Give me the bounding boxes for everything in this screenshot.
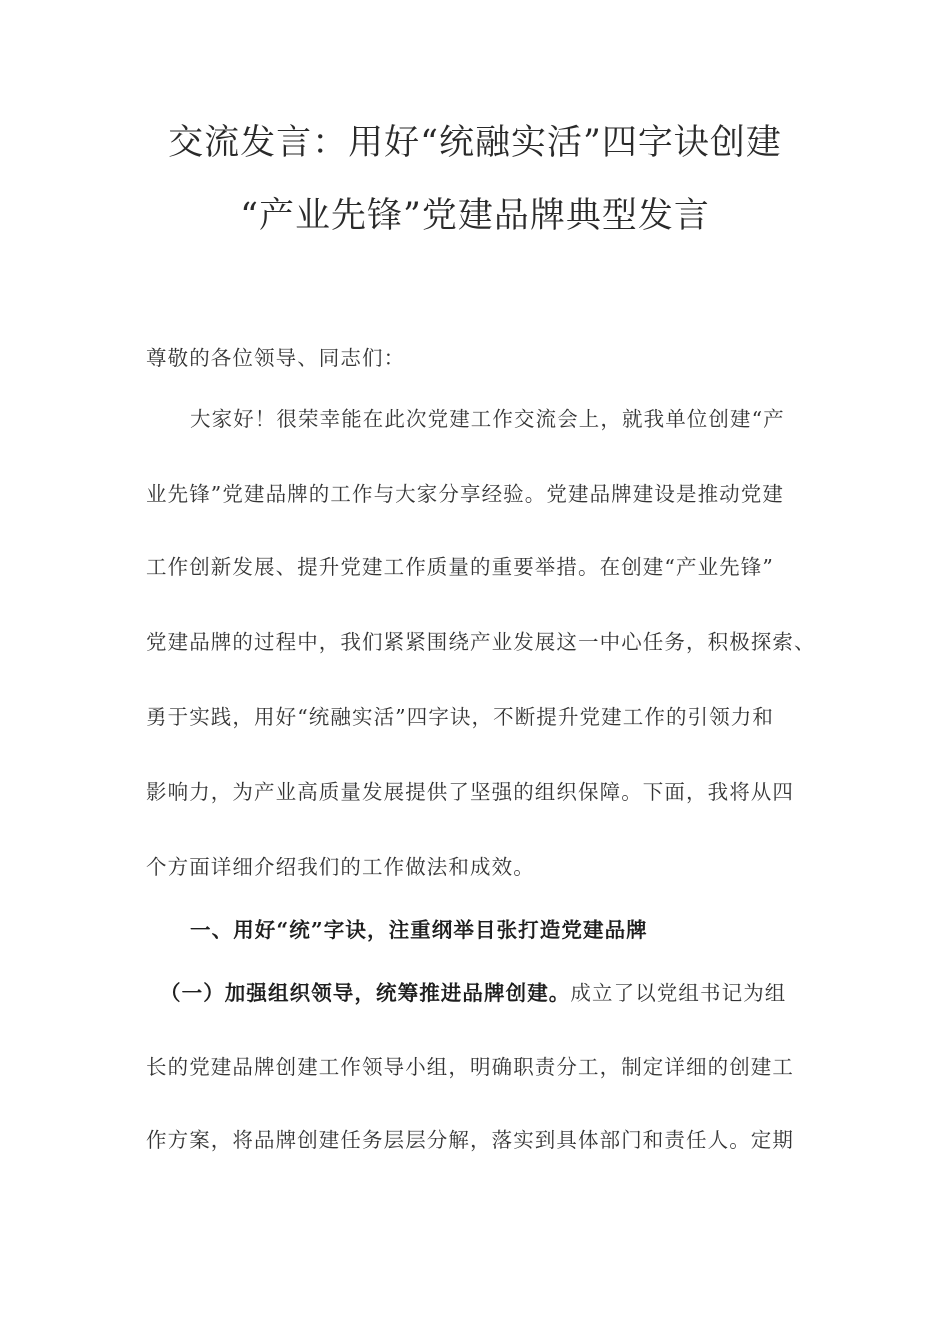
subsection-lead-text: 成立了以党组书记为组 xyxy=(570,981,787,1005)
intro-line-4: 党建品牌的过程中，我们紧紧围绕产业发展这一中心任务，积极探索、 xyxy=(146,630,816,654)
subsection-heading: （一）加强组织领导，统筹推进品牌创建。 xyxy=(160,981,571,1005)
intro-line-6: 影响力，为产业高质量发展提供了坚强的组织保障。下面，我将从四 xyxy=(146,780,794,804)
intro-line-5: 勇于实践，用好“统融实活”四字诀，不断提升党建工作的引领力和 xyxy=(146,705,774,729)
subsection-line-3: 作方案，将品牌创建任务层层分解，落实到具体部门和责任人。定期 xyxy=(146,1128,794,1152)
intro-line-7: 个方面详细介绍我们的工作做法和成效。 xyxy=(146,855,535,879)
subsection-line-2: 长的党建品牌创建工作领导小组，明确职责分工，制定详细的创建工 xyxy=(146,1055,794,1079)
intro-line-2: 业先锋”党建品牌的工作与大家分享经验。党建品牌建设是推动党建 xyxy=(146,482,784,506)
salutation: 尊敬的各位领导、同志们： xyxy=(146,346,406,370)
intro-line-1: 大家好！很荣幸能在此次党建工作交流会上，就我单位创建“产 xyxy=(190,407,785,431)
document-title-line-1: 交流发言：用好“统融实活”四字诀创建 xyxy=(168,123,782,163)
document-title-line-2: “产业先锋”党建品牌典型发言 xyxy=(240,196,710,236)
intro-line-3: 工作创新发展、提升党建工作质量的重要举措。在创建“产业先锋” xyxy=(146,555,774,579)
section-heading-1: 一、用好“统”字诀，注重纲举目张打造党建品牌 xyxy=(190,918,648,942)
subsection-line-1 xyxy=(146,978,850,1008)
